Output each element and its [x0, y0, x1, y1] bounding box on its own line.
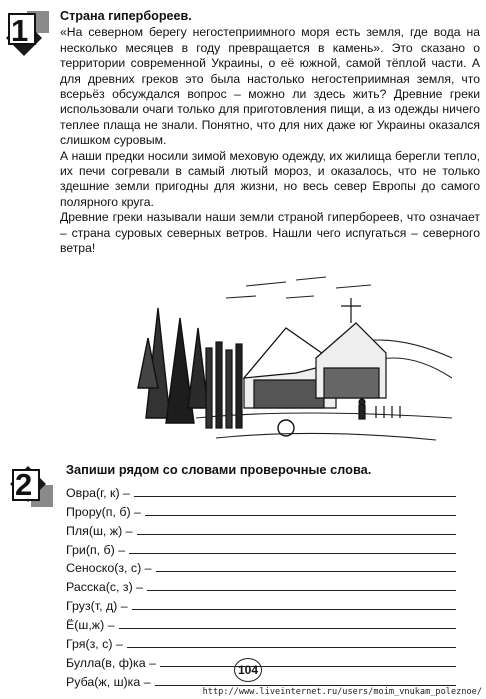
exercise-row[interactable] — [66, 632, 456, 651]
exercise-section — [66, 462, 456, 689]
answer-line[interactable] — [155, 685, 456, 686]
answer-line[interactable] — [132, 609, 456, 610]
exercise-word: Груз(т, д) – — [66, 599, 128, 614]
exercise-word: Ё(ш,ж) – — [66, 618, 115, 633]
watermark-url: http://www.liveinternet.ru/users/moim_vnukam_poleznoe/ — [202, 687, 482, 697]
exercise-row[interactable] — [66, 575, 456, 594]
exercise-word: Гря(з, с) – — [66, 637, 123, 652]
answer-line[interactable] — [119, 628, 456, 629]
exercise-word: Руба(ж, ш)ка – — [66, 674, 151, 689]
exercise-title: Запиши рядом со словами проверочные слова. — [66, 462, 372, 477]
page-number: 104 — [234, 658, 262, 682]
exercise-word: Расска(с, з) – — [66, 580, 144, 595]
exercise-word: Гри(п, б) – — [66, 542, 126, 557]
exercise-row[interactable] — [66, 557, 456, 576]
exercise-row[interactable] — [66, 594, 456, 613]
paragraph: Древние греки называли наши земли страной гипербореев, что означает – страна суровых северных ветров. Нашли чего испугаться – северного ветра! — [60, 210, 480, 256]
exercise-word: Прору(п, б) – — [66, 504, 141, 519]
answer-line[interactable] — [127, 647, 456, 648]
answer-line[interactable] — [145, 515, 456, 516]
exercise-word: Булла(в, ф)ка – — [66, 655, 156, 670]
task-2-badge — [10, 464, 56, 510]
exercise-word: Сеноско(з, с) – — [66, 561, 152, 576]
exercise-word: Пля(ш, ж) – — [66, 523, 133, 538]
paragraph: «На северном берегу негостеприимного моря есть земля, где вода на несколько месяцев в году превращается в камень». Это сказано о территории современной Украины, о её южной, самой тёплой части. А для древних греков это была настолько негостеприимная земля, что всерьёз обсуждался вопрос – можно ли здесь жить? Древние греки использовали очаги только для приготовления пищи, а из одежды ничего теплее плаща не знали. Понятно, что для них даже юг Украины оказался слишком суровым. — [60, 25, 480, 148]
exercise-row[interactable] — [66, 519, 456, 538]
exercise-word: Овра(г, к) – — [66, 485, 130, 500]
answer-line[interactable] — [160, 666, 456, 667]
exercise-row[interactable] — [66, 613, 456, 632]
answer-line[interactable] — [156, 571, 456, 572]
task-number: 1 — [11, 13, 29, 48]
reading-section — [60, 9, 480, 257]
answer-line[interactable] — [147, 590, 456, 591]
village-sketch-image — [136, 268, 452, 454]
answer-line[interactable] — [134, 496, 456, 497]
exercise-row[interactable] — [66, 500, 456, 519]
exercise-row[interactable] — [66, 538, 456, 557]
task-number: 2 — [15, 467, 33, 502]
section-title: Страна гипербореев. — [60, 9, 192, 23]
answer-line[interactable] — [129, 553, 456, 554]
paragraph: А наши предки носили зимой меховую одежду, их жилища берегли тепло, их печи согревали в самый лютый мороз, и оказалось, что не только здешние земли пригодны для жизни, но весь север Европы до самого полярного круга. — [60, 148, 480, 209]
exercise-row[interactable] — [66, 481, 456, 500]
winter-village-illustration — [136, 268, 452, 454]
task-1-badge — [6, 10, 52, 56]
answer-line[interactable] — [137, 534, 456, 535]
